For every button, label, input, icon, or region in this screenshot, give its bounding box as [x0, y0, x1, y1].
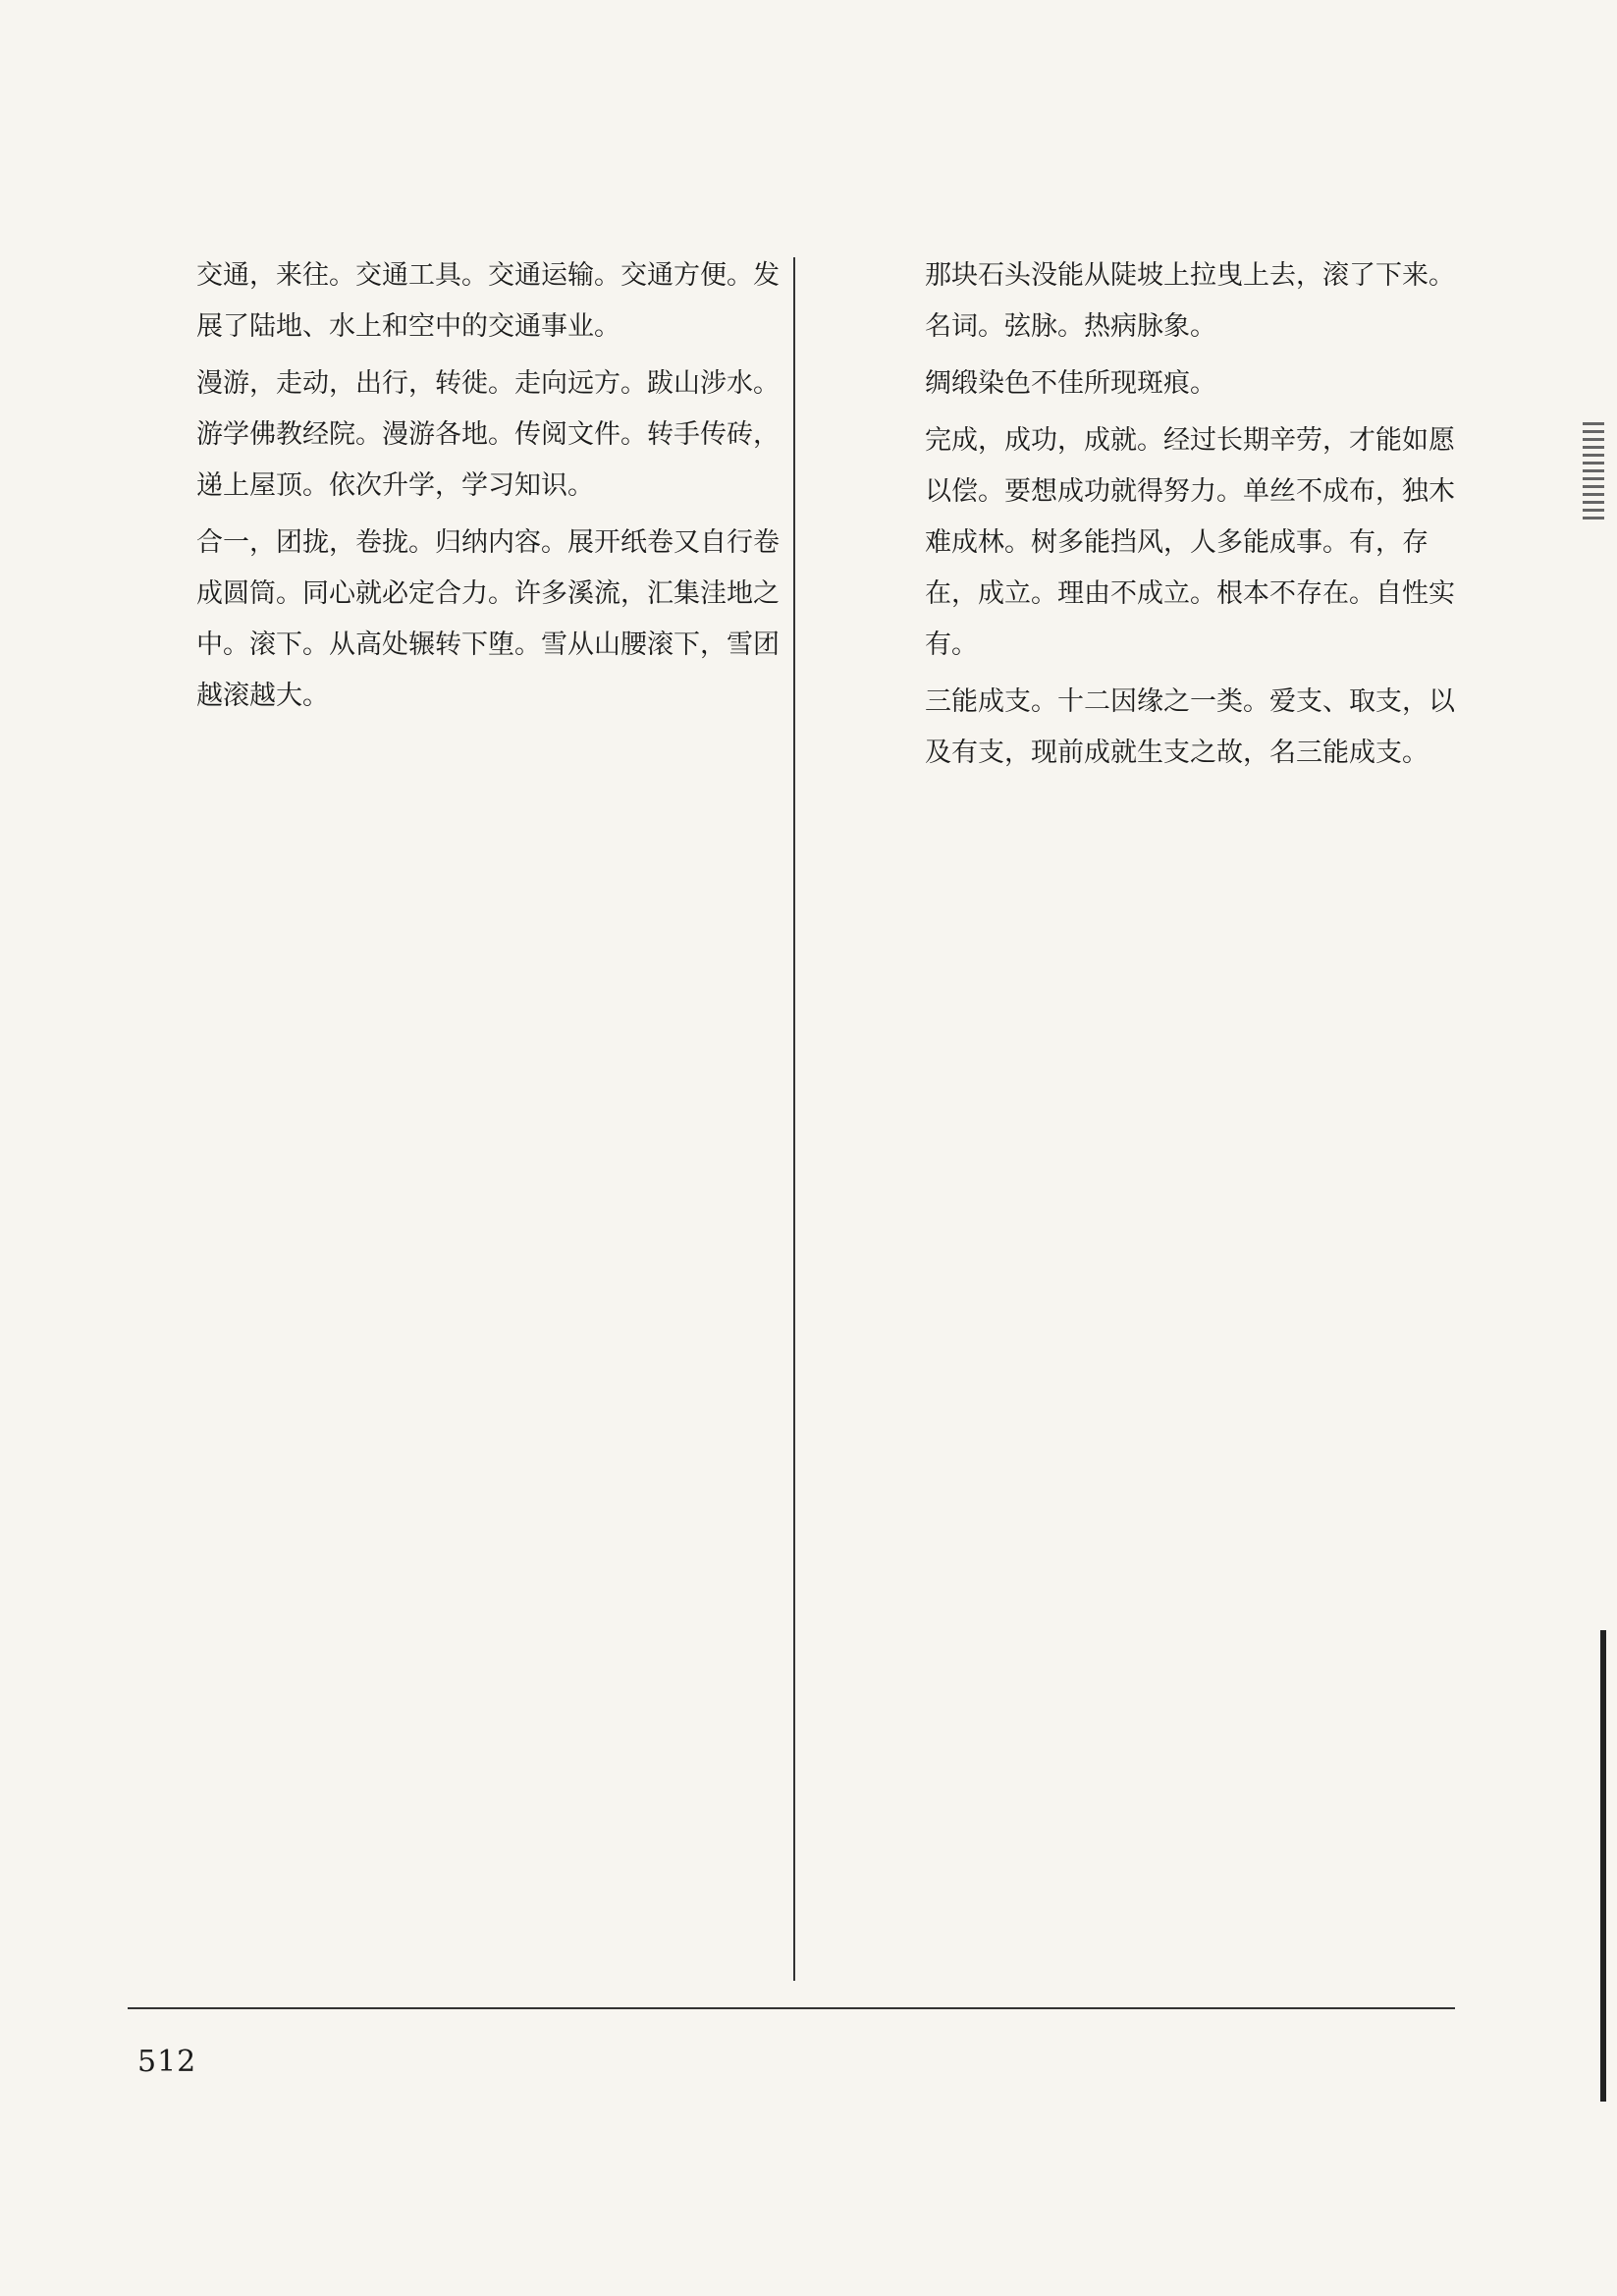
scan-edge-marks — [1583, 422, 1604, 520]
right-column — [856, 250, 1465, 785]
entry-definition: 合一，团拢，卷拢。归纳内容。展开纸卷又自行卷成圆筒。同心就必定合力。许多溪流，汇集洼地之中。滚下。从高处辗转下堕。雪从山腰滚下，雪团越滚越大。 — [196, 527, 780, 711]
entry-definition: 漫游，走动，出行，转徙。走向远方。跋山涉水。游学佛教经院。漫游各地。传阅文件。转手传砖，递上屋顶。依次升学，学习知识。 — [196, 368, 780, 501]
dictionary-entry — [128, 250, 785, 353]
entry-definition: 三能成支。十二因缘之一类。爱支、取支，以及有支，现前成就生支之故，名三能成支。 — [925, 686, 1455, 768]
dictionary-entry — [856, 358, 1465, 410]
dictionary-entry — [856, 415, 1465, 671]
dictionary-entry — [856, 250, 1465, 353]
scan-edge-bar — [1600, 1630, 1606, 2102]
entry-definition: 完成，成功，成就。经过长期辛劳，才能如愿以偿。要想成功就得努力。单丝不成布，独木难成林。树多能挡风，人多能成事。有，存在，成立。理由不成立。根本不存在。自性实有。 — [925, 425, 1455, 660]
footer-rule — [128, 2007, 1455, 2009]
dictionary-entry — [856, 677, 1465, 779]
left-column — [128, 250, 785, 728]
entry-definition: 那块石头没能从陡坡上拉曳上去，滚了下来。名词。弦脉。热病脉象。 — [925, 260, 1455, 342]
dictionary-entry — [128, 358, 785, 512]
page-number: 512 — [137, 2045, 197, 2079]
entry-definition: 绸缎染色不佳所现斑痕。 — [925, 368, 1216, 399]
dictionary-entry — [128, 518, 785, 722]
column-divider — [793, 257, 795, 1981]
entry-definition: 交通，来往。交通工具。交通运输。交通方便。发展了陆地、水上和空中的交通事业。 — [196, 260, 780, 342]
